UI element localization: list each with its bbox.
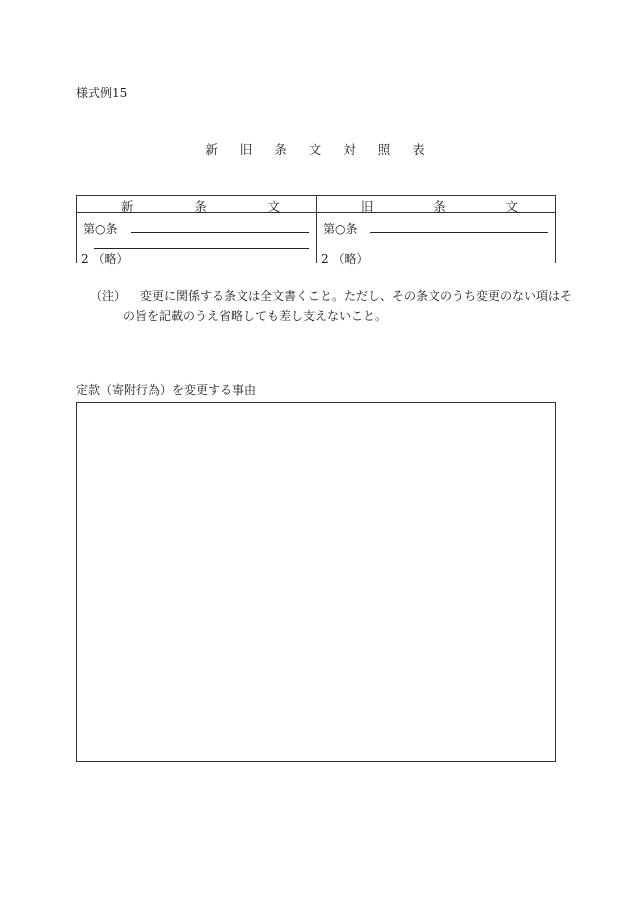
new-article-blank-line-1 [131,232,309,233]
new-column-header [77,197,316,215]
note-line-2: の旨を記載のうえ省略しても差し支えないこと。 [123,309,388,323]
old-article-label: 第○条 [323,222,358,236]
new-item-2: 2 （略） [81,252,129,266]
old-header-char-1: 旧 [361,199,374,214]
reason-label: 定款（寄附行為）を変更する事由 [76,383,257,397]
form-number: 様式例15 [76,86,128,100]
note-text-1: 変更に関係する条文は全文書くこと。ただし、その条文のうち変更のない項はそ [140,289,573,303]
note-line-1 [90,286,573,306]
new-article-label: 第○条 [83,222,118,236]
old-column-header [317,197,556,215]
note-prefix: （注） [90,289,127,303]
old-article-blank-line [370,232,548,233]
new-header-char-2: 条 [194,199,207,214]
old-header-char-3: 文 [505,199,518,214]
document-title: 新 旧 条 文 対 照 表 [205,142,434,157]
old-header-char-2: 条 [433,199,446,214]
old-item-2: 2 （略） [321,252,369,266]
note [90,286,573,326]
comparison-table [76,195,556,266]
reason-box[interactable] [76,402,556,762]
new-article-blank-line-2 [94,248,309,249]
new-header-char-3: 文 [267,199,280,214]
new-header-char-1: 新 [121,199,134,214]
